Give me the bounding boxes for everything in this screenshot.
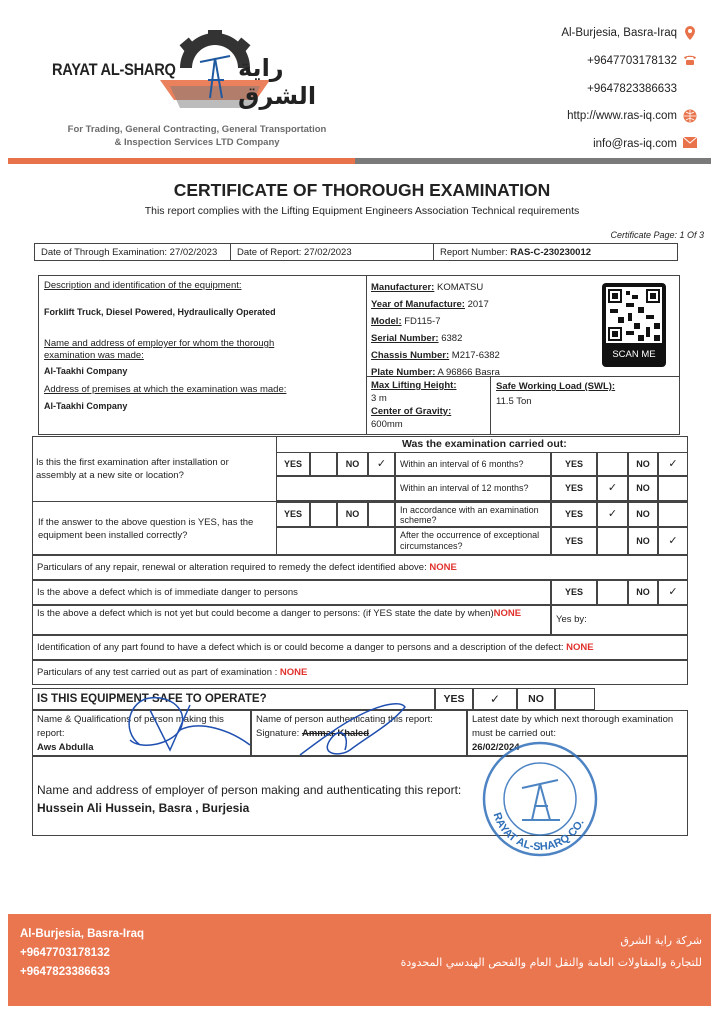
interval-12-label: Within an interval of 12 months? [395,476,551,501]
exceptional-label: After the occurrence of exceptional circumstances? [395,527,551,555]
repair-value: NONE [429,562,457,573]
immediate-yes-box[interactable] [597,580,628,605]
future-danger-label: Is the above a defect which is not yet but could become a danger to persons: (if YES state the date by when) [37,608,494,619]
next-exam-label: Latest date by which next thorough examination must be carried out: [472,714,674,739]
equipment-desc-value: Forklift Truck, Diesel Powered, Hydraulically Operated [44,307,276,317]
yes-by-field[interactable]: Yes by: [551,605,688,635]
premises-value: Al-Taakhi Company [44,401,128,411]
auth-label: Name of person authenticating this report: [256,714,433,725]
certificate-page: Certificate Page: 1 Of 3 [610,230,704,240]
tests-label: Particulars of any test carried out as part of examination : [37,667,278,678]
stamp-text: RAYAT AL-SHARQ CO. [490,811,587,854]
serial-value: 6382 [441,333,463,344]
identification-row [32,635,688,660]
serial-row [371,330,500,347]
scheme-label: In accordance with an examination scheme? [395,502,551,527]
phone-1-text: +9647703178132 [587,54,677,67]
tagline-line-1: For Trading, General Contracting, General Transportation [67,124,327,135]
divider-v-2 [490,376,491,435]
employer-auth-value: Hussein Ali Hussein, Basra , Burjesia [37,801,250,815]
document-title: CERTIFICATE OF THOROUGH EXAMINATION [173,180,551,200]
lift-height-block [371,379,457,431]
header-divider-gray [355,158,711,164]
exceptional-yes-box[interactable] [597,527,628,555]
telephone-icon [683,54,696,67]
phone-2-text: +9647823386633 [587,82,677,95]
q2-no[interactable]: NO [337,502,368,527]
i6-no-checkmark[interactable]: ✓ [658,452,688,476]
chassis-row [371,347,500,364]
identification-value: NONE [566,642,594,653]
q1-yes-box[interactable] [310,452,337,476]
exceptional-yes[interactable]: YES [551,527,597,555]
question-first-exam: Is this the first examination after installation or assembly at a new site or location? [36,457,229,481]
i12-yes[interactable]: YES [551,476,597,501]
equipment-desc-label: Description and identification of the equipment: [44,280,242,291]
chassis-value: M217-6382 [451,350,500,361]
q2-blank [276,527,395,555]
safe-yes[interactable]: YES [435,688,473,710]
interval-6-label: Within an interval of 6 months? [395,452,551,476]
email-link[interactable]: info@ras-iq.com [593,137,677,150]
footer-arabic-name: شركة راية الشرق [620,934,702,947]
i6-yes[interactable]: YES [551,452,597,476]
report-number [434,244,677,260]
q1-no-checkmark[interactable]: ✓ [368,452,395,476]
q2-yes[interactable]: YES [276,502,310,527]
q1-blank [276,476,395,501]
immediate-no[interactable]: NO [628,580,658,605]
swl-label: Safe Working Load (SWL): [496,381,616,392]
immediate-no-checkmark[interactable]: ✓ [658,580,688,605]
document-subtitle: This report complies with the Lifting Equipment Engineers Association Technical requirements [144,205,580,217]
swl-value: 11.5 Ton [496,396,532,407]
max-lift-label: Max Lifting Height: [371,380,457,391]
footer-address: Al-Burjesia, Basra-Iraq [20,928,144,940]
dates-row [34,243,678,261]
contact-website[interactable] [567,109,696,122]
website-link[interactable]: http://www.ras-iq.com [567,109,677,122]
exceptional-no-checkmark[interactable]: ✓ [658,527,688,555]
scan-me-label: SCAN ME [612,349,656,360]
company-stamp [470,740,610,858]
model-row [371,313,500,330]
person-label: Name & Qualifications of person making this report: [37,714,224,739]
scheme-yes[interactable]: YES [551,502,597,527]
address-text: Al-Burjesia, Basra-Iraq [561,26,677,39]
auth-name: Ammar Khaled [301,728,370,739]
location-pin-icon [683,26,696,39]
employer-value: Al-Taakhi Company [44,366,128,376]
qr-code-icon [606,287,662,343]
exam-date: Date of Through Examination: 27/02/2023 [35,244,231,260]
i12-yes-checkmark[interactable]: ✓ [597,476,628,501]
footer-phone-2: +9647823386633 [20,966,110,978]
next-exam-value: 26/02/2024 [472,742,520,753]
header-divider-orange [8,158,355,164]
identification-label: Identification of any part found to have a defect which is or could become a danger to persons and a description of the defect: [37,642,564,653]
was-carried-heading: Was the examination carried out: [402,438,567,450]
footer-phone-1: +9647703178132 [20,947,110,959]
qr-code-box[interactable] [602,283,666,367]
safe-no[interactable]: NO [517,688,555,710]
model-value: FD115-7 [404,316,441,327]
year-value: 2017 [467,299,489,310]
brand-name-english: RAYAT AL-SHARQ [52,60,176,79]
safe-yes-checkmark[interactable]: ✓ [473,688,517,710]
model-label: Model: [371,316,402,327]
q1-no[interactable]: NO [337,452,368,476]
premises-label: Address of premises at which the examination was made: [44,384,287,395]
year-label: Year of Manufacture: [371,299,465,310]
footer-arabic-desc: للتجارة والمقاولات العامة والنقل العام والفحص الهندسي المحدودة [400,956,702,969]
signature-aws-icon [110,690,270,760]
q-top [395,436,688,437]
report-number-value: RAS-C-230230012 [510,247,592,258]
contact-phone-2 [587,82,696,95]
report-number-label: Report Number: [440,247,508,258]
report-date: Date of Report: 27/02/2023 [231,244,434,260]
i6-yes-box[interactable] [597,452,628,476]
contact-email[interactable] [593,137,696,150]
q2-no-box[interactable] [368,502,395,527]
plate-value: A 96866 Basra [437,367,500,378]
company-logo [50,22,350,152]
year-row [371,296,500,313]
person-value: Aws Abdulla [37,742,94,753]
signature-label: Signature: [256,728,300,739]
chassis-label: Chassis Number: [371,350,450,361]
envelope-icon [683,137,696,150]
question-installed-correctly: If the answer to the above question is YES, has the equipment been installed correctly? [38,517,254,541]
brand-name-arabic: راية الشرق [238,54,317,110]
divider-v [366,275,367,435]
contact-phone-1 [587,54,696,67]
tests-row [32,660,688,685]
future-danger-row [32,605,551,635]
employer-auth-label: Name and address of employer of person making and authenticating this report: [37,783,462,797]
i12-no[interactable]: NO [628,476,658,501]
q2-yes-box[interactable] [310,502,337,527]
safe-question: IS THIS EQUIPMENT SAFE TO OPERATE? [32,688,435,710]
manufacturer-value: KOMATSU [436,282,484,293]
tests-value: NONE [279,667,308,678]
cog-value: 600mm [371,419,403,430]
company-tagline [52,123,342,149]
serial-label: Serial Number: [371,333,439,344]
cog-label: Center of Gravity: [371,406,452,417]
manufacturer-row [371,279,500,296]
scheme-no[interactable]: NO [628,502,658,527]
plate-label: Plate Number: [371,367,436,378]
employer-label: Name and address of employer for whom the thorough examination was made: [44,338,275,361]
contact-address [561,26,696,39]
future-danger-value: NONE [493,608,522,619]
scheme-yes-checkmark[interactable]: ✓ [597,502,628,527]
swl-block [496,379,615,409]
globe-icon [683,109,696,122]
signature-ammar-icon [280,695,420,765]
q1-yes[interactable]: YES [276,452,310,476]
manufacturer-label: Manufacturer: [371,282,435,293]
exceptional-no[interactable]: NO [628,527,658,555]
max-lift-value: 3 m [371,393,387,404]
repair-label: Particulars of any repair, renewal or alteration required to remedy the defect identified above: [37,562,427,573]
tagline-line-2: & Inspection Services LTD Company [114,137,280,148]
repair-row [32,555,688,580]
i6-no[interactable]: NO [628,452,658,476]
spacer-icon [683,82,696,95]
safe-no-box[interactable] [555,688,595,710]
immediate-yes[interactable]: YES [551,580,597,605]
scheme-no-box[interactable] [658,502,688,527]
equipment-specs [371,279,500,381]
immediate-danger-label: Is the above a defect which is of immediate danger to persons [32,580,551,605]
i12-no-box[interactable] [658,476,688,501]
